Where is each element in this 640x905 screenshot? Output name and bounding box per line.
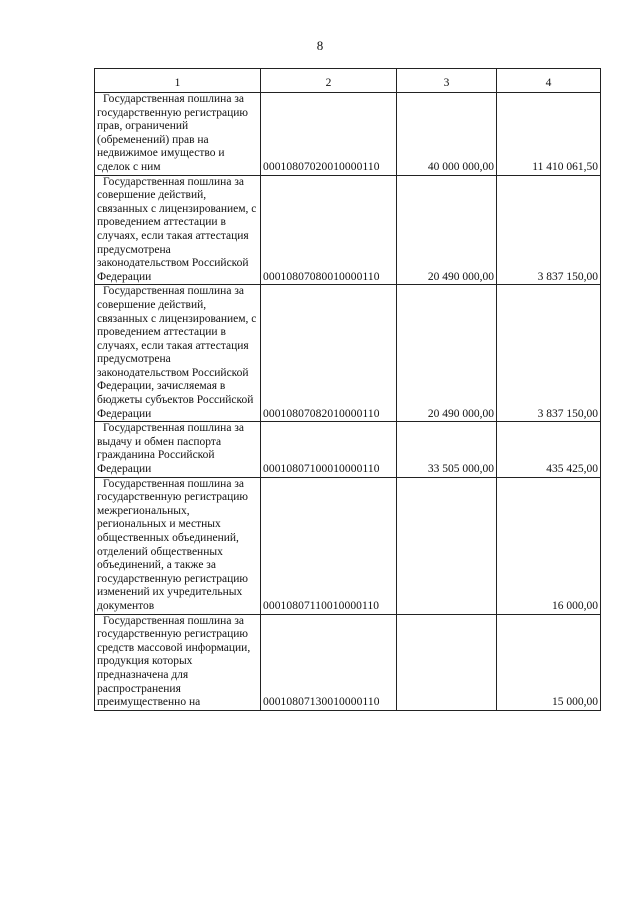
row-plan-amount	[397, 614, 497, 710]
row-actual-amount: 435 425,00	[497, 422, 601, 477]
column-header-4: 4	[497, 69, 601, 93]
row-code: 00010807130010000110	[261, 614, 397, 710]
row-code: 00010807020010000110	[261, 93, 397, 176]
row-actual-amount: 3 837 150,00	[497, 285, 601, 422]
row-actual-amount: 3 837 150,00	[497, 175, 601, 285]
row-description: Государственная пошлина за государственную регистрацию прав, ограничений (обременений) прав на недвижимое имущество и сделок с ним	[95, 93, 261, 176]
column-header-1: 1	[95, 69, 261, 93]
row-plan-amount	[397, 477, 497, 614]
page-number: 8	[316, 38, 324, 53]
row-plan-amount: 20 490 000,00	[397, 175, 497, 285]
row-plan-amount: 40 000 000,00	[397, 93, 497, 176]
row-code: 00010807082010000110	[261, 285, 397, 422]
row-plan-amount: 33 505 000,00	[397, 422, 497, 477]
column-header-2: 2	[261, 69, 397, 93]
row-description: Государственная пошлина за совершение действий, связанных с лицензированием, с проведением аттестации в случаях, если такая аттестация предусмотрена законодательством Российской Федерации, зачисляемая в бюджеты субъектов Российской Федерации	[95, 285, 261, 422]
table-row	[95, 93, 601, 176]
row-actual-amount: 16 000,00	[497, 477, 601, 614]
table-row	[95, 422, 601, 477]
table-row	[95, 175, 601, 285]
row-code: 00010807110010000110	[261, 477, 397, 614]
row-description: Государственная пошлина за выдачу и обмен паспорта гражданина Российской Федерации	[95, 422, 261, 477]
row-description: Государственная пошлина за государственную регистрацию межрегиональных, региональных и местных общественных объединений, отделений общественных объединений, а также за государственную регистрацию изменений их учредительных документов	[95, 477, 261, 614]
row-description: Государственная пошлина за государственную регистрацию средств массовой информации, продукция которых предназначена для распространения преимущественно на	[95, 614, 261, 710]
table-header-row	[95, 69, 601, 93]
table-row	[95, 285, 601, 422]
revenue-table	[94, 68, 601, 711]
row-plan-amount: 20 490 000,00	[397, 285, 497, 422]
column-header-3: 3	[397, 69, 497, 93]
table-row	[95, 614, 601, 710]
row-code: 00010807080010000110	[261, 175, 397, 285]
row-code: 00010807100010000110	[261, 422, 397, 477]
row-actual-amount: 15 000,00	[497, 614, 601, 710]
table-row	[95, 477, 601, 614]
row-description: Государственная пошлина за совершение действий, связанных с лицензированием, с проведением аттестации в случаях, если такая аттестация предусмотрена законодательством Российской Федерации	[95, 175, 261, 285]
row-actual-amount: 11 410 061,50	[497, 93, 601, 176]
